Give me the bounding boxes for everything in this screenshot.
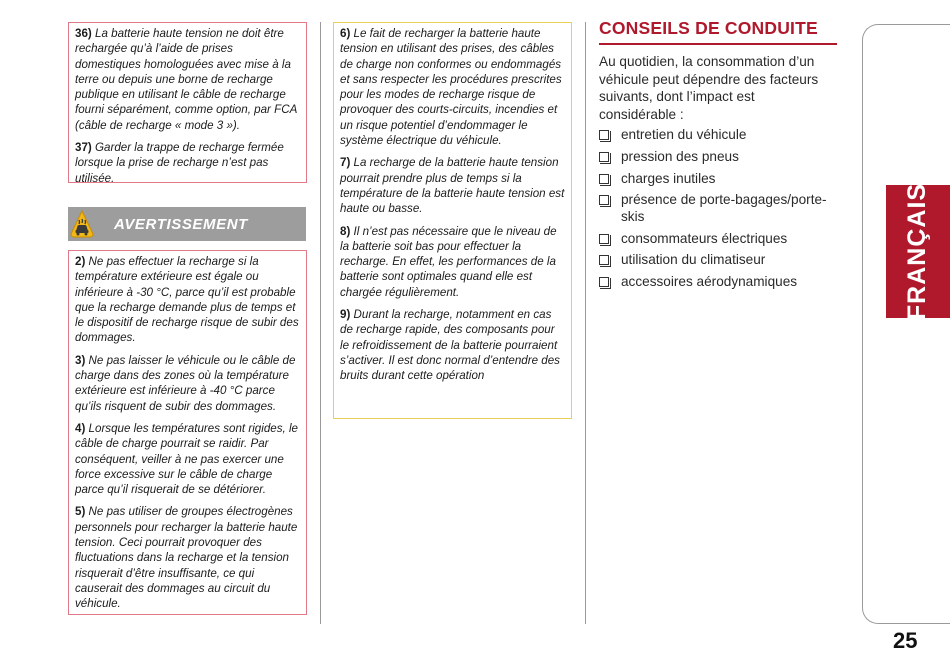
- note-text: Lorsque les températures sont rigides, le câble de charge pourrait se raidir. Par conséquent, veiller à ne pas exercer une force excessive sur le câble de charge parce qu’il risquerait de se détériorer.: [75, 421, 298, 497]
- section-intro: Au quotidien, la consommation d’un véhicule peut dépendre des facteurs suivants, dont l’impact est considérable :: [599, 54, 819, 122]
- list-item: [599, 231, 835, 248]
- note-number: 37): [75, 141, 92, 155]
- note-number: 4): [75, 421, 86, 435]
- section-title: CONSEILS DE CONDUITE: [599, 18, 837, 45]
- car-warning-icon: [70, 209, 94, 239]
- note-text: La recharge de la batterie haute tension pourrait prendre plus de temps si la température de la batterie haute tension est haute ou basse.: [340, 156, 565, 216]
- warning-banner: [68, 207, 306, 241]
- note-2: [75, 254, 300, 346]
- note-text: La batterie haute tension ne doit être rechargée qu’à l’aide de prises domestiques homologuées avec mise à la terre ou depuis une borne de recharge publique en utilisant le câble de recharge fourni séparément, comme option, par FCA (câble de recharge « mode 3 »).: [75, 27, 297, 132]
- note-text: Ne pas utiliser de groupes électrogènes personnels pour recharger la batterie haute tension. Ceci pourrait provoquer des fluctuations dans la recharge et la tension risquerait d’être insuffisante, ce qui causerait des dommages au circuit du véhicule.: [75, 505, 298, 611]
- note-number: 9): [340, 308, 351, 322]
- list-item-text: accessoires aérodynamiques: [621, 274, 798, 290]
- list-item: [599, 171, 835, 188]
- list-item-text: entretien du véhicule: [621, 127, 747, 142]
- list-item-text: pression des pneus: [621, 148, 739, 164]
- note-number: 8): [340, 224, 351, 238]
- note-number: 6): [340, 27, 351, 40]
- note-text: Garder la trappe de recharge fermée lorsque la prise de recharge n’est pas utilisée.: [75, 141, 284, 185]
- note-37: [75, 140, 300, 186]
- side-tab-frame: [862, 24, 950, 624]
- list-item: [599, 127, 835, 144]
- checkbox-bullet-icon: [599, 195, 609, 205]
- language-tab[interactable]: [886, 182, 950, 321]
- list-item-text: utilisation du climatiseur: [621, 252, 766, 268]
- language-tab-label: FRANÇAIS: [903, 182, 932, 321]
- checkbox-bullet-icon: [599, 255, 609, 265]
- warning-title: AVERTISSEMENT: [114, 215, 248, 233]
- notes-box-middle: [333, 22, 572, 419]
- factor-list: [599, 127, 835, 296]
- note-text: Ne pas laisser le véhicule ou le câble de charge dans des zones où la température extérieure est inférieure à -40 °C parce qu’ils risquent de subir des dommages.: [75, 353, 296, 413]
- note-6: [340, 26, 565, 148]
- note-text: Durant la recharge, notamment en cas de recharge rapide, des composants pour le refroidissement de la batterie pourraient s’activer. Il est donc normal d’entendre des bruits durant cette opération: [340, 308, 560, 383]
- column-divider-left: [320, 22, 321, 624]
- note-number: 7): [340, 156, 351, 170]
- page-number: 25: [893, 628, 918, 653]
- notes-box-top: [68, 22, 307, 183]
- note-number: 36): [75, 27, 92, 40]
- note-text: Le fait de recharger la batterie haute tension en utilisant des prises, des câbles de charge non conformes ou endommagés et sans respecter les procédures prescrites pour les modes de recharge risque de provoquer des courts-circuits, incendies et un risque potentiel d’endommager le système électrique du véhicule.: [340, 27, 562, 148]
- warning-notes-box: [68, 250, 307, 615]
- note-9: [340, 307, 565, 383]
- list-item-text: charges inutiles: [621, 170, 716, 186]
- checkbox-bullet-icon: [599, 234, 609, 244]
- list-item: [599, 192, 835, 225]
- note-4: [75, 421, 300, 497]
- note-5: [75, 504, 300, 611]
- note-number: 5): [75, 505, 86, 519]
- note-7: [340, 155, 565, 216]
- note-text: Il n’est pas nécessaire que le niveau de la batterie soit bas pour effectuer la recharge. En effet, les performances de la batterie sont optimales quand elle est chargée régulièrement.: [340, 224, 557, 299]
- note-36: [75, 26, 300, 133]
- list-item-text: présence de porte-bagages/porte-skis: [621, 192, 827, 224]
- list-item: [599, 149, 835, 166]
- note-8: [340, 224, 565, 300]
- checkbox-bullet-icon: [599, 277, 609, 287]
- checkbox-bullet-icon: [599, 152, 609, 162]
- list-item-text: consommateurs électriques: [621, 230, 788, 246]
- list-item: [599, 252, 835, 269]
- checkbox-bullet-icon: [599, 130, 609, 140]
- note-3: [75, 353, 300, 414]
- note-text: Ne pas effectuer la recharge si la température extérieure est égale ou inférieure à -30 °C, parce qu’il est probable que la recharge demande plus de temps et le dispositif de recharge risque de subir des dommages.: [75, 255, 299, 345]
- note-number: 2): [75, 255, 86, 268]
- list-item: [599, 274, 835, 291]
- column-divider-right: [585, 22, 586, 624]
- checkbox-bullet-icon: [599, 174, 609, 184]
- note-number: 3): [75, 353, 86, 367]
